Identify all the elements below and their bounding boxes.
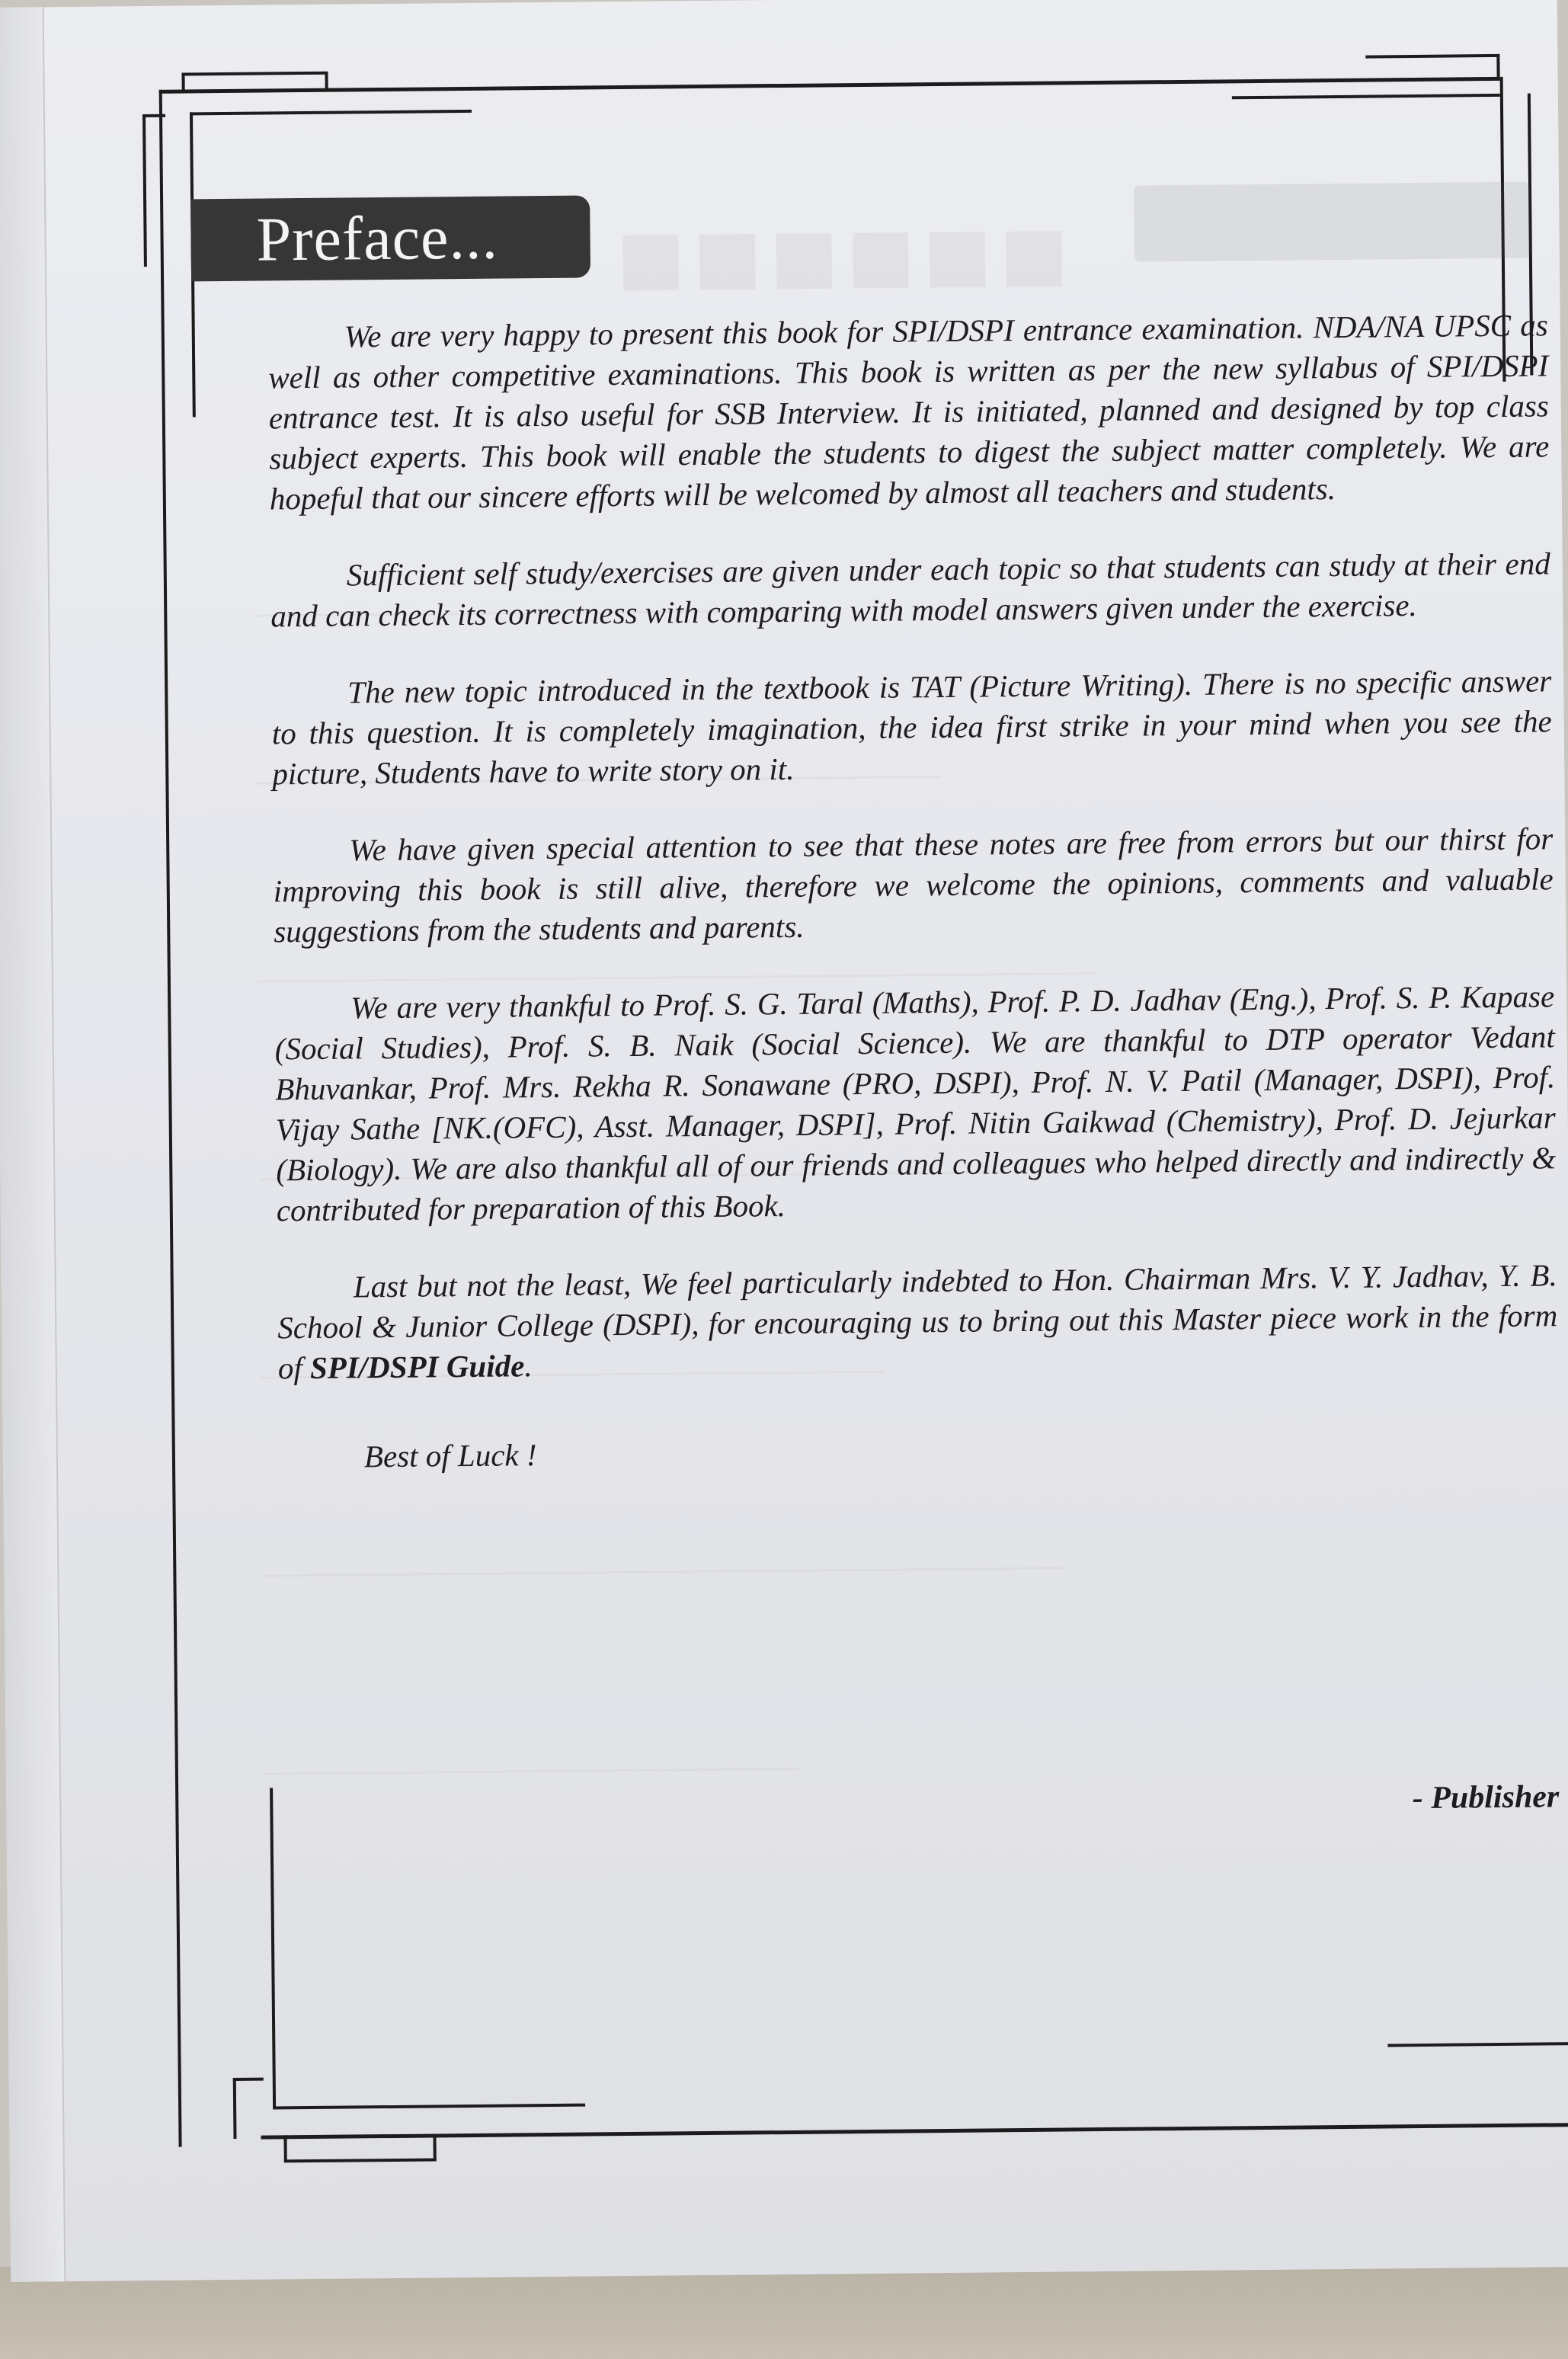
closing-line: Best of Luck !: [363, 1437, 537, 1474]
chairman-text-end: .: [524, 1348, 533, 1384]
preface-heading: Preface...: [190, 195, 590, 281]
paragraph-tat: The new topic introduced in the textbook is TAT (Picture Writing). There is no specific answer to this question. It is completely imagination, the idea first strike in your mind when you see the picture, Students have to write story on it.: [271, 663, 1552, 792]
paragraph-intro: We are very happy to present this book for SPI/DSPI entrance examination. NDA/NA UPSC as well as other competitive examinations. This book is written as per the new syllabus of SPI/DSPI entrance test. It is also useful for SSB Interview. It is initiated, planned and designed by top class subject experts. This book will enable the students to digest the subject matter completely. We are hopeful that our sincere efforts will be welcomed by almost all teachers and students.: [268, 307, 1550, 517]
page-frame: [0, 0, 1557, 8]
guide-title: SPI/DSPI Guide: [309, 1348, 525, 1385]
facing-page-edge: [0, 7, 66, 2282]
preface-body: [268, 305, 1560, 1514]
show-through-shadow: ■■■■■■: [616, 189, 1077, 322]
table-surface: [0, 2267, 1568, 2359]
paragraph-chairman: [277, 1255, 1558, 1388]
paragraph-self-study: Sufficient self study/exercises are given under each topic so that students can study at their end and can check its correctness with comparing with model answers given under the exercise.: [270, 546, 1550, 634]
chairman-text: Last but not the least, We feel particularly indebted to Hon. Chairman Mrs. V. Y. Jadhav, Y. B. School & Junior College (DSPI), for encouraging us to bring out this Master piece work in the form of: [277, 1257, 1558, 1386]
paragraph-errors: We have given special attention to see that these notes are free from errors but our thirst for improving this book is still alive, therefore we welcome the opinions, comments and valuable suggestions from the students and parents.: [273, 821, 1554, 949]
paragraph-acknowledgements: We are very thankful to Prof. S. G. Taral (Maths), Prof. P. D. Jadhav (Eng.), Prof. S. P. Kapase (Social Studies), Prof. S. B. Naik (Social Science). We are thankful to DTP operator Vedant Bhuvankar, Prof. Mrs. Rekha R. Sonawane (PRO, DSPI), Prof. N. V. Patil (Manager, DSPI), Prof. Vijay Sathe [NK.(OFC), Asst. Manager, DSPI], Prof. Nitin Gaikwad (Chemistry), Prof. D. Jejurkar (Biology). We are also thankful all of our friends and colleagues who helped directly and indirectly & contributed for preparation of this Book.: [274, 978, 1557, 1228]
show-through-block: [1134, 182, 1531, 262]
signature: - Publisher: [1412, 1779, 1560, 1816]
